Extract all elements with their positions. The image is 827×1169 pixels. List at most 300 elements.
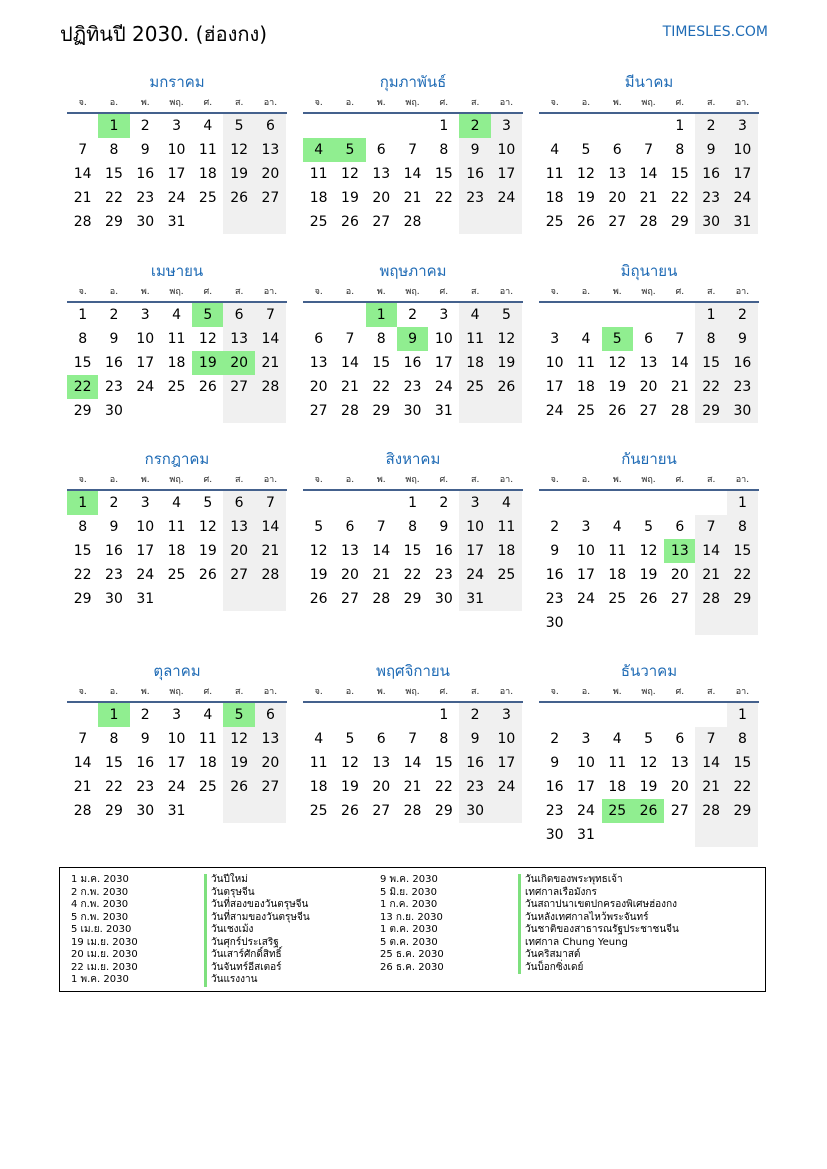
day-cell[interactable]: 30 (434, 591, 453, 607)
day-cell[interactable]: 24 (577, 591, 595, 607)
day-cell[interactable]: 7 (408, 731, 417, 747)
day-cell[interactable]: 16 (403, 355, 422, 371)
day-cell[interactable]: 3 (550, 331, 560, 347)
day-cell[interactable]: 27 (255, 186, 286, 210)
day-cell[interactable]: 30 (727, 399, 758, 423)
day-cell[interactable]: 9 (140, 731, 150, 747)
day-cell[interactable]: 21 (341, 379, 359, 395)
day-cell[interactable]: 10 (136, 519, 155, 535)
day-cell[interactable]: 31 (577, 827, 595, 843)
day-cell[interactable]: 18 (167, 355, 186, 371)
day-cell[interactable]: 20 (639, 379, 658, 395)
day-cell[interactable]: 29 (670, 214, 689, 230)
day-cell[interactable]: 3 (140, 307, 150, 323)
day-cell[interactable]: 27 (223, 563, 254, 587)
day-cell[interactable]: 5 (644, 519, 653, 535)
day-cell[interactable]: 21 (639, 190, 658, 206)
day-cell[interactable]: 4 (550, 142, 560, 158)
day-cell[interactable]: 13 (309, 355, 328, 371)
day-cell[interactable]: 14 (403, 755, 422, 771)
day-cell[interactable]: 7 (78, 142, 88, 158)
day-cell[interactable]: 16 (136, 755, 155, 771)
day-cell[interactable]: 23 (105, 379, 123, 395)
day-cell[interactable]: 23 (136, 779, 155, 795)
day-cell[interactable]: 29 (73, 591, 92, 607)
day-cell[interactable]: 6 (675, 731, 685, 747)
day-cell[interactable]: 16 (105, 355, 123, 371)
day-cell[interactable]: 24 (545, 403, 564, 419)
day-cell[interactable]: 4 (172, 495, 181, 511)
day-cell[interactable]: 18 (198, 166, 217, 182)
day-cell[interactable]: 16 (136, 166, 155, 182)
day-cell[interactable]: 18 (608, 567, 627, 583)
day-cell[interactable]: 25 (602, 799, 633, 823)
day-cell[interactable]: 11 (167, 519, 186, 535)
day-cell[interactable]: 25 (198, 779, 217, 795)
day-cell[interactable]: 24 (136, 567, 155, 583)
day-cell[interactable]: 12 (223, 138, 254, 162)
day-cell[interactable]: 23 (434, 567, 453, 583)
day-cell[interactable]: 5 (334, 138, 365, 162)
day-cell[interactable]: 9 (439, 519, 449, 535)
day-cell[interactable]: 25 (167, 567, 186, 583)
day-cell[interactable]: 8 (408, 519, 417, 535)
day-cell[interactable]: 20 (255, 751, 286, 775)
day-cell[interactable]: 11 (459, 327, 490, 351)
day-cell[interactable]: 20 (223, 351, 254, 375)
day-cell[interactable]: 6 (376, 731, 386, 747)
day-cell[interactable]: 6 (223, 303, 254, 327)
day-cell[interactable]: 3 (439, 307, 449, 323)
day-cell[interactable]: 12 (639, 543, 658, 559)
day-cell[interactable]: 7 (408, 142, 417, 158)
day-cell[interactable]: 2 (695, 114, 726, 138)
day-cell[interactable]: 20 (372, 779, 391, 795)
day-cell[interactable]: 20 (372, 190, 391, 206)
day-cell[interactable]: 11 (198, 142, 217, 158)
day-cell[interactable]: 4 (314, 731, 324, 747)
day-cell[interactable]: 9 (459, 727, 490, 751)
day-cell[interactable]: 29 (73, 403, 92, 419)
day-cell[interactable]: 13 (223, 515, 254, 539)
day-cell[interactable]: 28 (639, 214, 658, 230)
day-cell[interactable]: 10 (577, 543, 595, 559)
day-cell[interactable]: 15 (403, 543, 422, 559)
day-cell[interactable]: 23 (727, 375, 758, 399)
day-cell[interactable]: 6 (314, 331, 324, 347)
day-cell[interactable]: 24 (136, 379, 155, 395)
day-cell[interactable]: 5 (644, 731, 653, 747)
day-cell[interactable]: 27 (608, 214, 627, 230)
day-cell[interactable]: 5 (491, 303, 522, 327)
day-cell[interactable]: 24 (491, 775, 522, 799)
day-cell[interactable]: 28 (695, 799, 726, 823)
day-cell[interactable]: 24 (434, 379, 453, 395)
day-cell[interactable]: 30 (136, 803, 155, 819)
day-cell[interactable]: 27 (255, 775, 286, 799)
day-cell[interactable]: 25 (309, 214, 328, 230)
day-cell[interactable]: 6 (223, 491, 254, 515)
day-cell[interactable]: 6 (255, 703, 286, 727)
day-cell[interactable]: 31 (167, 803, 186, 819)
day-cell[interactable]: 13 (608, 166, 627, 182)
day-cell[interactable]: 11 (545, 166, 564, 182)
day-cell[interactable]: 8 (109, 142, 119, 158)
day-cell[interactable]: 19 (639, 567, 658, 583)
day-cell[interactable]: 8 (675, 142, 685, 158)
day-cell[interactable]: 12 (309, 543, 328, 559)
day-cell[interactable]: 2 (727, 303, 758, 327)
day-cell[interactable]: 30 (695, 210, 726, 234)
day-cell[interactable]: 22 (73, 567, 92, 583)
day-cell[interactable]: 22 (670, 190, 689, 206)
day-cell[interactable]: 27 (223, 375, 254, 399)
day-cell[interactable]: 13 (255, 138, 286, 162)
day-cell[interactable]: 19 (198, 543, 217, 559)
day-cell[interactable]: 11 (608, 543, 627, 559)
day-cell[interactable]: 29 (105, 803, 123, 819)
day-cell[interactable]: 11 (608, 755, 627, 771)
day-cell[interactable]: 10 (167, 731, 186, 747)
day-cell[interactable]: 9 (550, 755, 560, 771)
day-cell[interactable]: 7 (255, 491, 286, 515)
day-cell[interactable]: 21 (403, 190, 422, 206)
day-cell[interactable]: 28 (255, 375, 286, 399)
day-cell[interactable]: 14 (695, 539, 726, 563)
day-cell[interactable]: 25 (198, 190, 217, 206)
day-cell[interactable]: 9 (109, 331, 119, 347)
day-cell[interactable]: 14 (670, 355, 689, 371)
day-cell[interactable]: 5 (602, 327, 633, 351)
day-cell[interactable]: 3 (581, 731, 591, 747)
day-cell[interactable]: 12 (341, 166, 359, 182)
day-cell[interactable]: 18 (459, 351, 490, 375)
day-cell[interactable]: 1 (78, 307, 88, 323)
day-cell[interactable]: 30 (136, 214, 155, 230)
day-cell[interactable]: 10 (459, 515, 490, 539)
day-cell[interactable]: 1 (675, 118, 685, 134)
day-cell[interactable]: 22 (67, 375, 98, 399)
day-cell[interactable]: 15 (73, 543, 92, 559)
day-cell[interactable]: 2 (109, 307, 119, 323)
day-cell[interactable]: 12 (608, 355, 627, 371)
day-cell[interactable]: 29 (727, 799, 758, 823)
day-cell[interactable]: 6 (255, 114, 286, 138)
day-cell[interactable]: 25 (608, 591, 627, 607)
day-cell[interactable]: 15 (372, 355, 391, 371)
day-cell[interactable]: 16 (545, 567, 564, 583)
day-cell[interactable]: 4 (303, 138, 334, 162)
day-cell[interactable]: 27 (670, 803, 689, 819)
day-cell[interactable]: 12 (577, 166, 595, 182)
day-cell[interactable]: 1 (727, 703, 758, 727)
day-cell[interactable]: 18 (198, 755, 217, 771)
day-cell[interactable]: 4 (581, 331, 591, 347)
day-cell[interactable]: 28 (403, 214, 422, 230)
day-cell[interactable]: 6 (345, 519, 355, 535)
day-cell[interactable]: 5 (203, 495, 213, 511)
day-cell[interactable]: 3 (581, 519, 591, 535)
day-cell[interactable]: 17 (491, 751, 522, 775)
day-cell[interactable]: 26 (223, 775, 254, 799)
day-cell[interactable]: 22 (434, 779, 453, 795)
day-cell[interactable]: 29 (695, 399, 726, 423)
day-cell[interactable]: 24 (727, 186, 758, 210)
day-cell[interactable]: 3 (491, 703, 522, 727)
day-cell[interactable]: 17 (167, 755, 186, 771)
day-cell[interactable]: 20 (341, 567, 359, 583)
day-cell[interactable]: 26 (198, 379, 217, 395)
day-cell[interactable]: 22 (403, 567, 422, 583)
day-cell[interactable]: 26 (341, 214, 359, 230)
day-cell[interactable]: 14 (695, 751, 726, 775)
day-cell[interactable]: 1 (439, 707, 449, 723)
day-cell[interactable]: 2 (550, 731, 560, 747)
day-cell[interactable]: 15 (670, 166, 689, 182)
day-cell[interactable]: 2 (439, 495, 449, 511)
day-cell[interactable]: 27 (670, 591, 689, 607)
day-cell[interactable]: 6 (612, 142, 622, 158)
day-cell[interactable]: 15 (434, 166, 453, 182)
day-cell[interactable]: 23 (459, 775, 490, 799)
day-cell[interactable]: 26 (491, 375, 522, 399)
day-cell[interactable]: 21 (403, 779, 422, 795)
day-cell[interactable]: 8 (727, 515, 758, 539)
day-cell[interactable]: 28 (372, 591, 391, 607)
day-cell[interactable]: 7 (675, 331, 685, 347)
day-cell[interactable]: 16 (105, 543, 123, 559)
day-cell[interactable]: 21 (255, 539, 286, 563)
day-cell[interactable]: 17 (577, 567, 595, 583)
day-cell[interactable]: 25 (167, 379, 186, 395)
day-cell[interactable]: 1 (695, 303, 726, 327)
day-cell[interactable]: 17 (136, 543, 155, 559)
day-cell[interactable]: 15 (695, 351, 726, 375)
day-cell[interactable]: 26 (309, 591, 328, 607)
day-cell[interactable]: 15 (434, 755, 453, 771)
day-cell[interactable]: 26 (577, 214, 595, 230)
day-cell[interactable]: 30 (545, 615, 564, 631)
day-cell[interactable]: 16 (545, 779, 564, 795)
day-cell[interactable]: 19 (639, 779, 658, 795)
day-cell[interactable]: 22 (105, 779, 123, 795)
day-cell[interactable]: 8 (78, 331, 88, 347)
day-cell[interactable]: 10 (727, 138, 758, 162)
day-cell[interactable]: 13 (372, 166, 391, 182)
day-cell[interactable]: 29 (727, 587, 758, 611)
day-cell[interactable]: 28 (403, 803, 422, 819)
day-cell[interactable]: 17 (167, 166, 186, 182)
day-cell[interactable]: 10 (167, 142, 186, 158)
day-cell[interactable]: 14 (372, 543, 391, 559)
day-cell[interactable]: 25 (459, 375, 490, 399)
day-cell[interactable]: 2 (459, 703, 490, 727)
day-cell[interactable]: 24 (491, 186, 522, 210)
day-cell[interactable]: 15 (105, 755, 123, 771)
day-cell[interactable]: 23 (695, 186, 726, 210)
day-cell[interactable]: 22 (105, 190, 123, 206)
day-cell[interactable]: 16 (459, 162, 490, 186)
day-cell[interactable]: 12 (639, 755, 658, 771)
day-cell[interactable]: 18 (577, 379, 595, 395)
day-cell[interactable]: 26 (633, 799, 664, 823)
day-cell[interactable]: 15 (727, 539, 758, 563)
day-cell[interactable]: 4 (203, 118, 213, 134)
day-cell[interactable]: 13 (670, 755, 689, 771)
day-cell[interactable]: 1 (439, 118, 449, 134)
day-cell[interactable]: 3 (172, 707, 181, 723)
day-cell[interactable]: 28 (695, 587, 726, 611)
day-cell[interactable]: 7 (345, 331, 355, 347)
day-cell[interactable]: 21 (372, 567, 391, 583)
day-cell[interactable]: 29 (403, 591, 422, 607)
day-cell[interactable]: 20 (309, 379, 328, 395)
day-cell[interactable]: 31 (727, 210, 758, 234)
day-cell[interactable]: 18 (608, 779, 627, 795)
day-cell[interactable]: 10 (136, 331, 155, 347)
day-cell[interactable]: 25 (309, 803, 328, 819)
day-cell[interactable]: 1 (98, 114, 129, 138)
day-cell[interactable]: 30 (403, 403, 422, 419)
day-cell[interactable]: 2 (550, 519, 560, 535)
day-cell[interactable]: 30 (105, 403, 123, 419)
day-cell[interactable]: 2 (140, 707, 150, 723)
day-cell[interactable]: 30 (545, 827, 564, 843)
day-cell[interactable]: 20 (255, 162, 286, 186)
day-cell[interactable]: 11 (577, 355, 595, 371)
day-cell[interactable]: 15 (73, 355, 92, 371)
day-cell[interactable]: 1 (366, 303, 397, 327)
day-cell[interactable]: 30 (105, 591, 123, 607)
day-cell[interactable]: 31 (434, 403, 453, 419)
day-cell[interactable]: 11 (309, 755, 328, 771)
day-cell[interactable]: 16 (459, 751, 490, 775)
day-cell[interactable]: 13 (664, 539, 695, 563)
day-cell[interactable]: 22 (695, 375, 726, 399)
day-cell[interactable]: 20 (223, 539, 254, 563)
day-cell[interactable]: 4 (172, 307, 181, 323)
day-cell[interactable]: 19 (608, 379, 627, 395)
day-cell[interactable]: 29 (105, 214, 123, 230)
day-cell[interactable]: 6 (644, 331, 653, 347)
day-cell[interactable]: 5 (223, 703, 254, 727)
day-cell[interactable]: 29 (434, 803, 453, 819)
day-cell[interactable]: 19 (341, 779, 359, 795)
day-cell[interactable]: 12 (341, 755, 359, 771)
day-cell[interactable]: 12 (491, 327, 522, 351)
day-cell[interactable]: 2 (408, 307, 417, 323)
day-cell[interactable]: 31 (136, 591, 155, 607)
day-cell[interactable]: 14 (639, 166, 658, 182)
day-cell[interactable]: 31 (167, 214, 186, 230)
day-cell[interactable]: 27 (309, 403, 328, 419)
day-cell[interactable]: 14 (73, 166, 92, 182)
day-cell[interactable]: 21 (695, 775, 726, 799)
day-cell[interactable]: 8 (376, 331, 386, 347)
day-cell[interactable]: 31 (459, 587, 490, 611)
day-cell[interactable]: 22 (434, 190, 453, 206)
day-cell[interactable]: 13 (372, 755, 391, 771)
day-cell[interactable]: 26 (341, 803, 359, 819)
day-cell[interactable]: 9 (397, 327, 428, 351)
day-cell[interactable]: 2 (140, 118, 150, 134)
day-cell[interactable]: 14 (403, 166, 422, 182)
day-cell[interactable]: 8 (109, 731, 119, 747)
day-cell[interactable]: 1 (408, 495, 417, 511)
day-cell[interactable]: 5 (223, 114, 254, 138)
day-cell[interactable]: 13 (255, 727, 286, 751)
day-cell[interactable]: 24 (167, 190, 186, 206)
day-cell[interactable]: 4 (491, 491, 522, 515)
day-cell[interactable]: 4 (612, 519, 622, 535)
day-cell[interactable]: 21 (73, 779, 92, 795)
day-cell[interactable]: 14 (73, 755, 92, 771)
day-cell[interactable]: 9 (695, 138, 726, 162)
day-cell[interactable]: 5 (192, 303, 223, 327)
day-cell[interactable]: 28 (73, 214, 92, 230)
day-cell[interactable]: 1 (98, 703, 129, 727)
site-brand-link[interactable]: TIMESLES.COM (662, 24, 768, 40)
day-cell[interactable]: 4 (612, 731, 622, 747)
day-cell[interactable]: 22 (372, 379, 391, 395)
day-cell[interactable]: 8 (439, 142, 449, 158)
day-cell[interactable]: 14 (255, 327, 286, 351)
day-cell[interactable]: 11 (198, 731, 217, 747)
day-cell[interactable]: 8 (727, 727, 758, 751)
day-cell[interactable]: 20 (670, 567, 689, 583)
day-cell[interactable]: 13 (341, 543, 359, 559)
day-cell[interactable]: 14 (255, 515, 286, 539)
day-cell[interactable]: 7 (255, 303, 286, 327)
day-cell[interactable]: 10 (491, 727, 522, 751)
day-cell[interactable]: 18 (309, 190, 328, 206)
day-cell[interactable]: 26 (223, 186, 254, 210)
day-cell[interactable]: 19 (192, 351, 223, 375)
day-cell[interactable]: 18 (309, 779, 328, 795)
day-cell[interactable]: 28 (341, 403, 359, 419)
day-cell[interactable]: 3 (459, 491, 490, 515)
day-cell[interactable]: 21 (255, 351, 286, 375)
day-cell[interactable]: 7 (695, 515, 726, 539)
day-cell[interactable]: 8 (695, 327, 726, 351)
day-cell[interactable]: 17 (459, 539, 490, 563)
day-cell[interactable]: 30 (459, 799, 490, 823)
day-cell[interactable]: 10 (491, 138, 522, 162)
day-cell[interactable]: 1 (727, 491, 758, 515)
day-cell[interactable]: 23 (403, 379, 422, 395)
day-cell[interactable]: 7 (78, 731, 88, 747)
day-cell[interactable]: 26 (608, 403, 627, 419)
day-cell[interactable]: 22 (727, 563, 758, 587)
day-cell[interactable]: 9 (109, 519, 119, 535)
day-cell[interactable]: 24 (577, 803, 595, 819)
day-cell[interactable]: 19 (491, 351, 522, 375)
day-cell[interactable]: 5 (314, 519, 324, 535)
day-cell[interactable]: 17 (577, 779, 595, 795)
day-cell[interactable]: 12 (223, 727, 254, 751)
day-cell[interactable]: 2 (459, 114, 490, 138)
day-cell[interactable]: 16 (434, 543, 453, 559)
day-cell[interactable]: 29 (372, 403, 391, 419)
day-cell[interactable]: 27 (372, 803, 391, 819)
day-cell[interactable]: 3 (140, 495, 150, 511)
day-cell[interactable]: 21 (670, 379, 689, 395)
day-cell[interactable]: 17 (434, 355, 453, 371)
day-cell[interactable]: 4 (203, 707, 213, 723)
day-cell[interactable]: 7 (376, 519, 386, 535)
day-cell[interactable]: 5 (581, 142, 591, 158)
day-cell[interactable]: 26 (198, 567, 217, 583)
